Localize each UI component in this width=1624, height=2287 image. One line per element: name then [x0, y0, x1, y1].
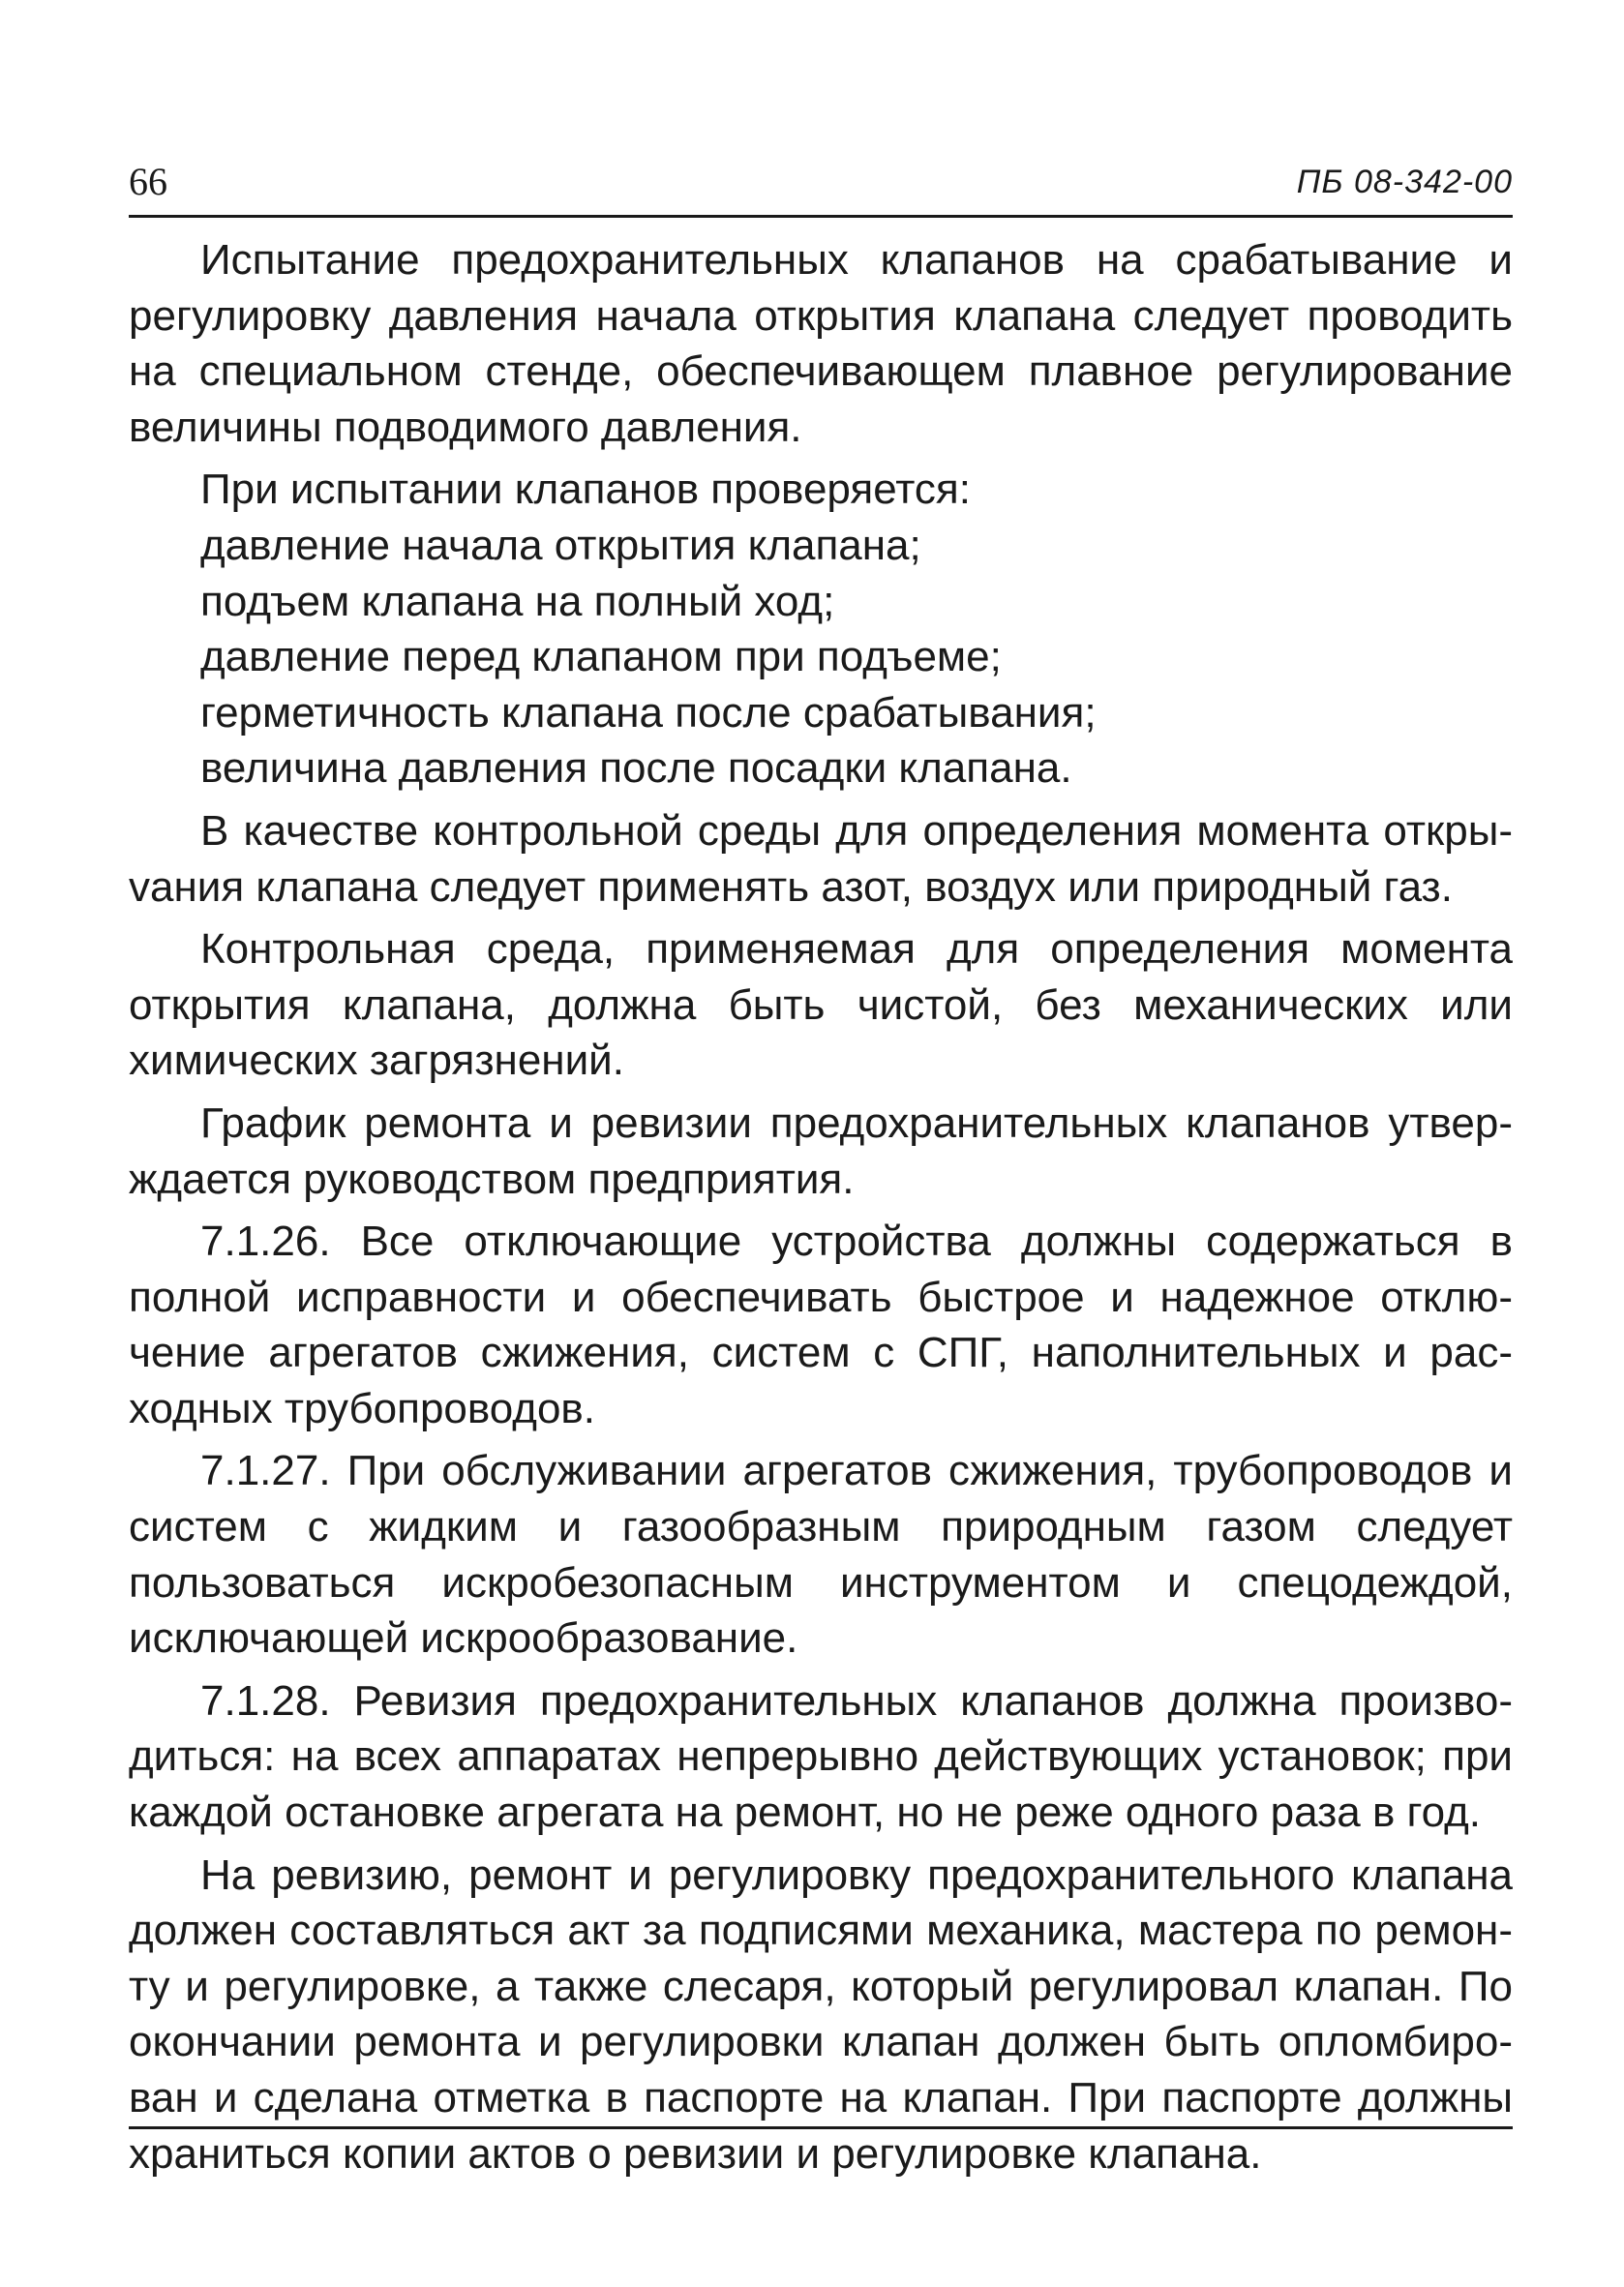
header-rule [129, 215, 1513, 218]
check-list [129, 518, 1513, 797]
check-list-item: давление начала открытия клапана; [200, 521, 921, 569]
check-list-item: герметичность клапана после срабатывания; [200, 688, 1097, 737]
document-code: ПБ 08-342-00 [1296, 164, 1513, 200]
paragraph-clause-7-1-26: 7.1.26. Все отключающие устройства должны содержаться в полной исправности и обеспечивать быстрое и надежное отключение агрегатов сжижения, систем с СПГ, наполнительных и расходных трубопроводов. [129, 1218, 1513, 1432]
body-text [129, 232, 1513, 2188]
paragraph-inspection-act: На ревизию, ремонт и регулировку предохранительного клапана должен составляться акт за подписями механика, мастера по ремонту и регулировке, а также слесаря, который регулировал клапан. По окончании ремонта и регулировки клапан должен быть опломбирован и сделана отметка в паспорте на клапан. При паспорте должны храниться копии актов о ревизии и регулировке клапана. [129, 1851, 1513, 2178]
check-list-item: давление перед клапаном при подъеме; [200, 633, 1002, 681]
footer-rule [129, 2126, 1513, 2129]
paragraph-control-medium: В качестве контрольной среды для определения момента открыvания клапана следует применять азот, воздух или природный газ. [129, 806, 1513, 911]
page-number: 66 [129, 160, 167, 203]
paragraph-clause-7-1-27: 7.1.27. При обслуживании агрегатов сжижения, трубопроводов и систем с жидким и газообразным природным газом следует пользоваться искробезопасным инструментом и спецодеждой, исключающей искрообразование. [129, 1447, 1513, 1663]
paragraph-clause-7-1-28: 7.1.28. Ревизия предохранительных клапанов должна производиться: на всех аппаратах непрерывно действующих установок; при каждой остановке агрегата на ремонт, но не реже одного раза в год. [129, 1676, 1513, 1837]
paragraph-repair-schedule: График ремонта и ревизии предохранительных клапанов утверждается руководством предприятия. [129, 1098, 1513, 1203]
paragraph-medium-purity: Контрольная среда, применяемая для определения момента открытия клапана, должна быть чистой, без механических или химических загрязнений. [129, 925, 1513, 1085]
check-list-intro: При испытании клапанов проверяется: [200, 466, 971, 514]
paragraph-valve-testing: Испытание предохранительных клапанов на срабатывание и регулировку давления начала открытия клапана следует проводить на специальном стенде, обеспечивающем плавное регулирование величины подводимого давления. [129, 236, 1513, 451]
check-list-item: подъем клапана на полный ход; [200, 577, 835, 625]
check-list-item: величина давления после посадки клапана. [200, 744, 1072, 793]
page-header [129, 157, 1513, 215]
